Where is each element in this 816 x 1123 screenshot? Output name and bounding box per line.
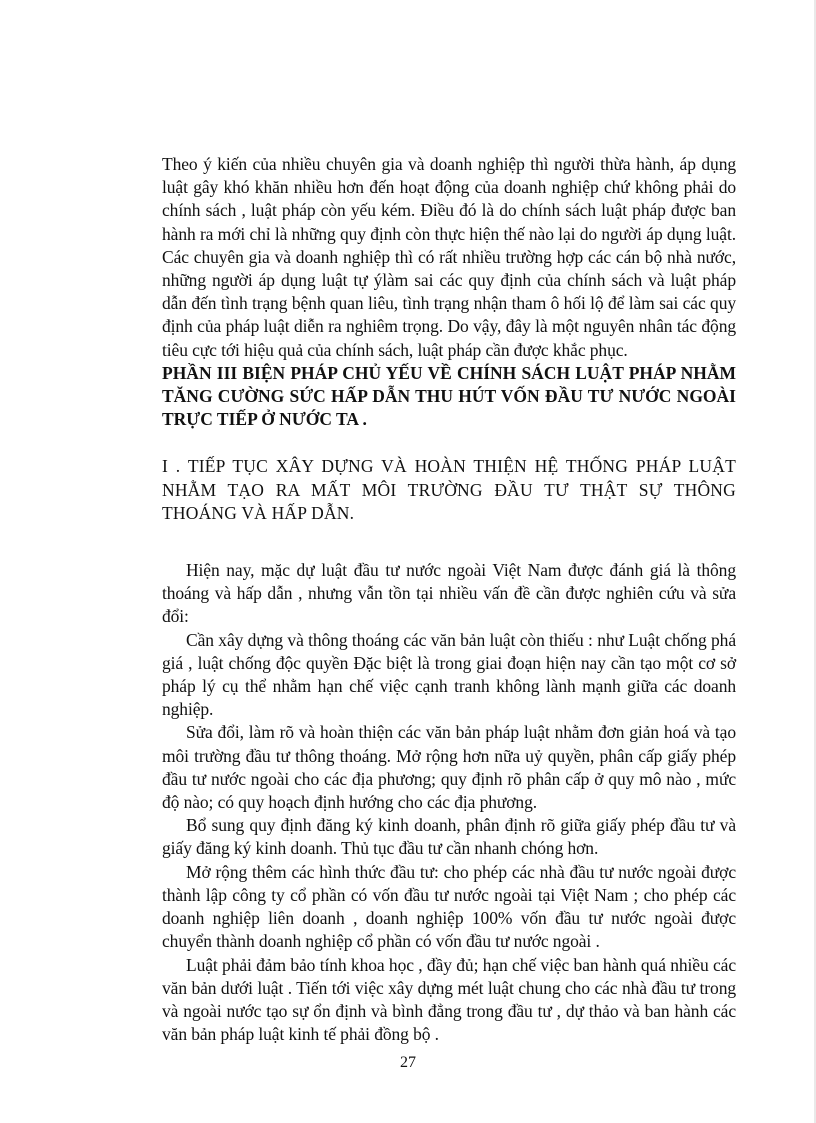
page-content (162, 153, 736, 1046)
body-paragraph-4: Bổ sung quy định đăng ký kinh doanh, phân định rõ giữa giấy phép đầu tư và giấy đăng ký kinh doanh. Thủ tục đầu tư cần nhanh chóng hơn. (162, 815, 736, 859)
part-heading: PHẦN III BIỆN PHÁP CHỦ YẾU VỀ CHÍNH SÁCH LUẬT PHÁP NHẰM TĂNG CƯỜNG SỨC HẤP DẪN THU HÚT VỐN ĐẦU TƯ NƯỚC NGOÀI TRỰC TIẾP Ở NƯỚC TA . (162, 362, 736, 430)
section-heading: I . TIẾP TỤC XÂY DỰNG VÀ HOÀN THIỆN HỆ THỐNG PHÁP LUẬT NHẰM TẠO RA MẤT MÔI TRƯỜNG ĐẦU TƯ THẬT SỰ THÔNG THOÁNG VÀ HẤP DẪN. (162, 456, 736, 523)
body-paragraph-6: Luật phải đảm bảo tính khoa học , đầy đủ; hạn chế việc ban hành quá nhiều các văn bản dưới luật . Tiến tới việc xây dựng mét luật chung cho các nhà đầu tư trong và ngoài nước tạo sự ổn định và bình đẳng trong đầu tư , dự thảo và ban hành các văn bản pháp luật kinh tế phải đồng bộ . (162, 954, 736, 1045)
body-paragraph-5: Mở rộng thêm các hình thức đầu tư: cho phép các nhà đầu tư nước ngoài được thành lập công ty cổ phần có vốn đầu tư nước ngoài tại Việt Nam ; cho phép các doanh nghiệp liên doanh , doanh nghiệp 100% vốn đầu tư nước ngoài được chuyển thành doanh nghiệp cổ phần có vốn đầu tư nước ngoài . (162, 861, 736, 952)
intro-paragraph: Theo ý kiến của nhiều chuyên gia và doanh nghiệp thì người thừa hành, áp dụng luật gây khó khăn nhiều hơn đến hoạt động của doanh nghiệp chứ không phải do chính sách , luật pháp còn yếu kém. Điều đó là do chính sách luật pháp được ban hành ra mới chỉ là những quy định còn thực hiện thế nào lại do người áp dụng luật. Các chuyên gia và doanh nghiệp thì có rất nhiều trường hợp các cán bộ nhà nước, những người áp dụng luật tự ýlàm sai các quy định của chính sách và luật pháp dẫn đến tình trạng bệnh quan liêu, tình trạng nhận tham ô hối lộ để làm sai các quy định của pháp luật diễn ra nghiêm trọng. Do vậy, đây là một nguyên nhân tác động tiêu cực tới hiệu quả của chính sách, luật pháp cần được khắc phục. (162, 154, 736, 360)
page-number: 27 (400, 1054, 416, 1071)
body-paragraph-1: Hiện nay, mặc dự luật đầu tư nước ngoài Việt Nam được đánh giá là thông thoáng và hấp dẫn , nhưng vẫn tồn tại nhiều vấn đề cần được nghiên cứu và sửa đổi: (162, 560, 736, 627)
body-paragraph-2: Cần xây dựng và thông thoáng các văn bản luật còn thiếu : như Luật chống phá giá , luật chống độc quyền Đặc biệt là trong giai đoạn hiện nay cần tạo một cơ sở pháp lý cụ thể nhằm hạn chế việc cạnh tranh không lành mạnh giữa các doanh nghiệp. (162, 629, 736, 720)
body-paragraph-3: Sửa đổi, làm rõ và hoàn thiện các văn bản pháp luật nhằm đơn giản hoá và tạo môi trường đầu tư thông thoáng. Mở rộng hơn nữa uỷ quyền, phân cấp giấy phép đầu tư nước ngoài cho các địa phương; quy định rõ phân cấp ở quy mô nào , mức độ nào; có quy hoạch định hướng cho các địa phương. (162, 722, 736, 813)
